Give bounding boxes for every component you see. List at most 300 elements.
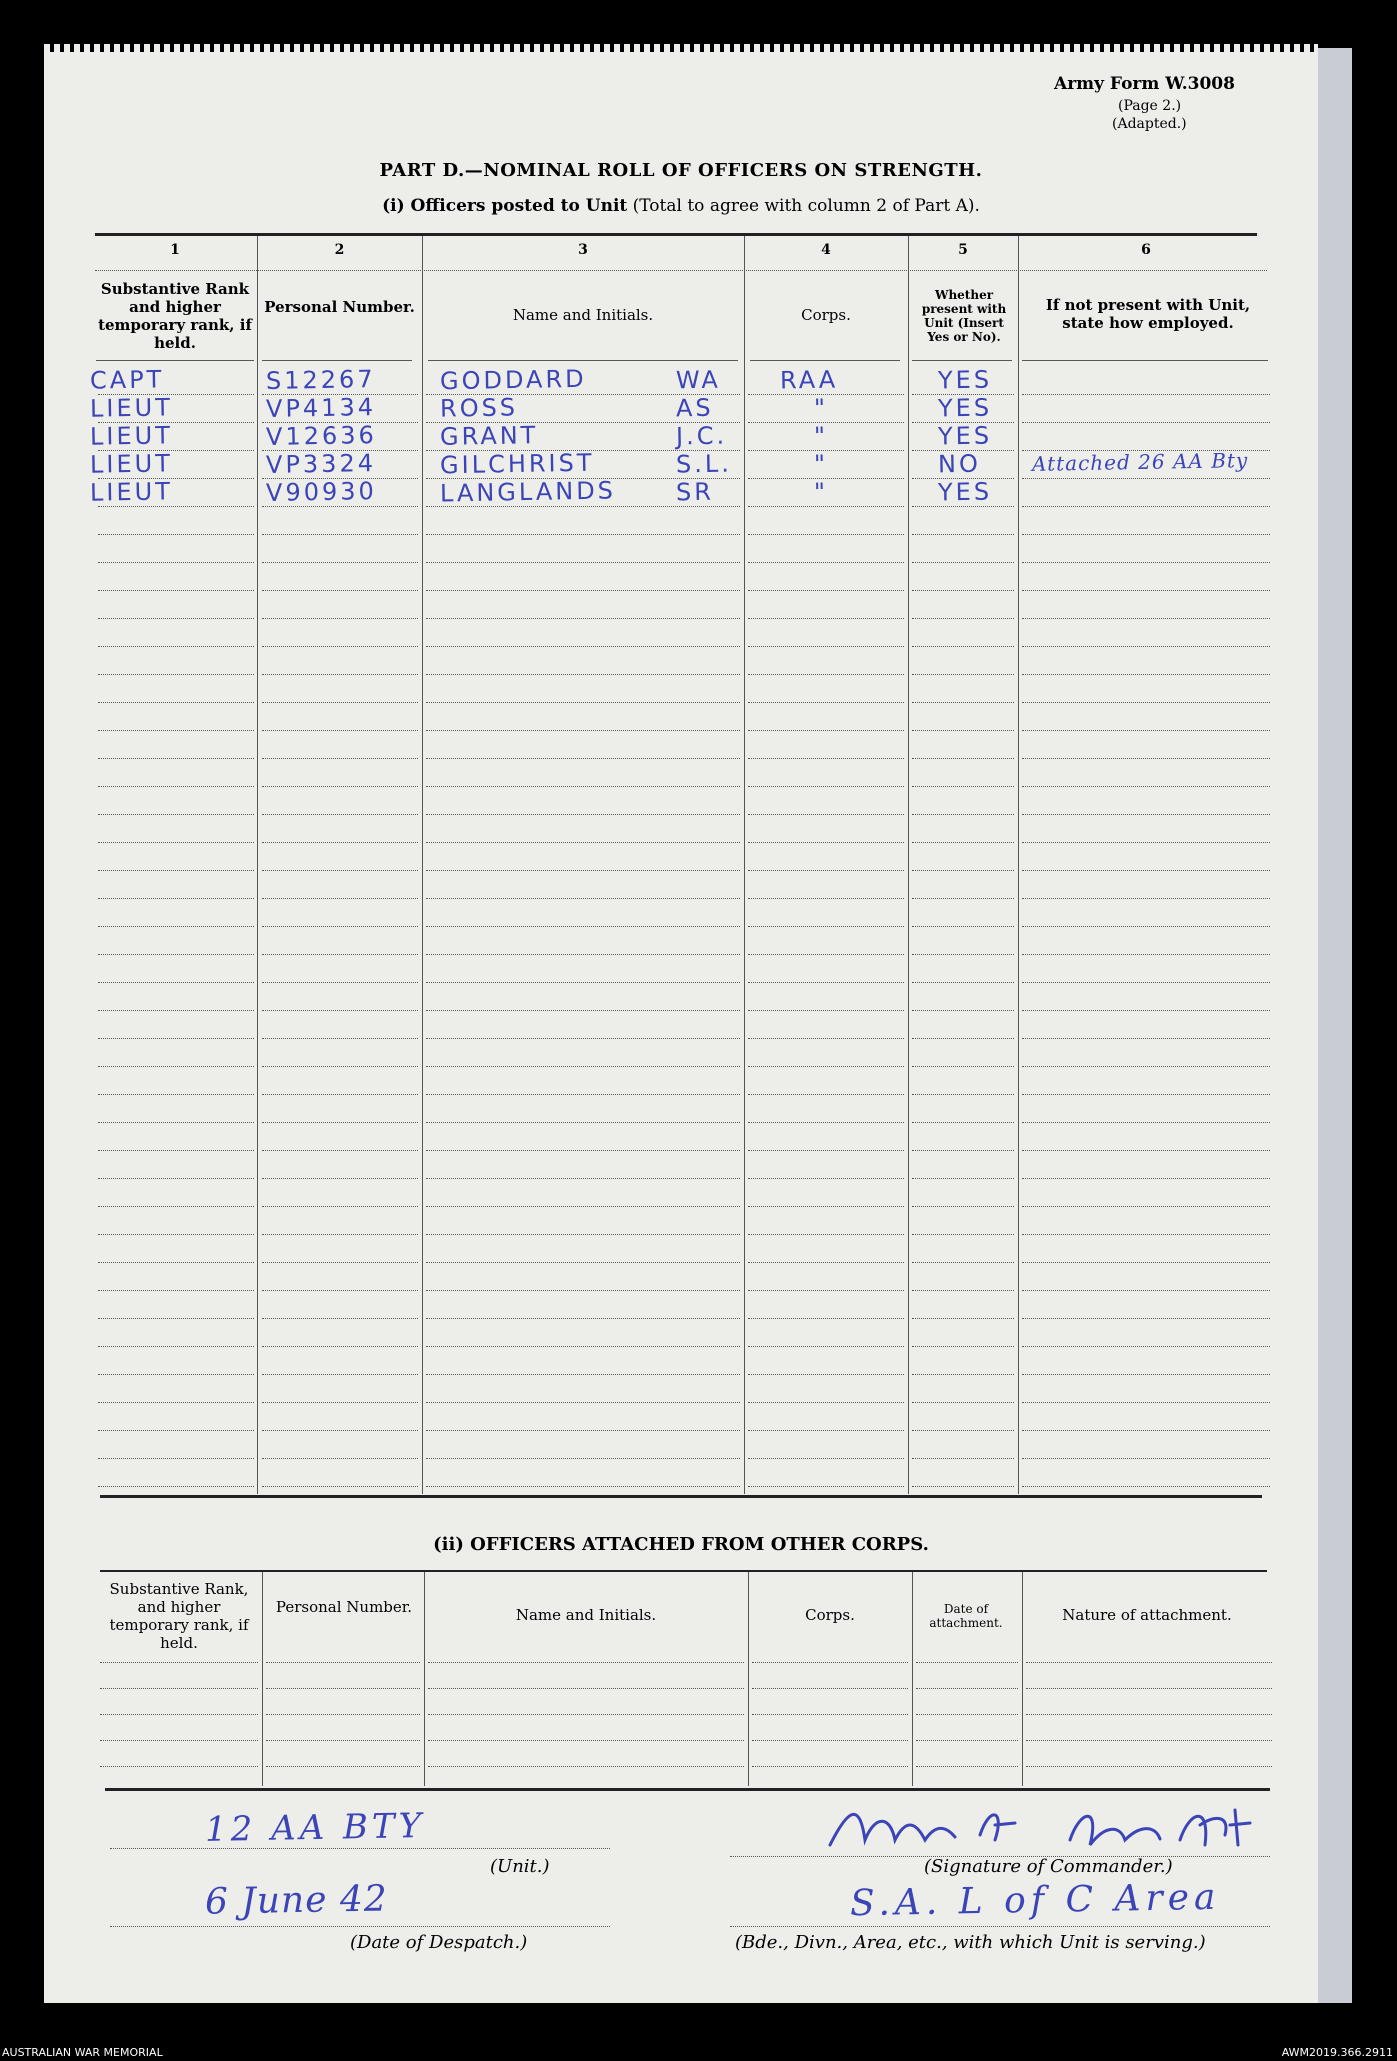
ruled-line <box>98 842 254 843</box>
ruled-line <box>912 1206 1014 1207</box>
ruled-line <box>1022 954 1270 955</box>
ruled-line <box>426 1010 740 1011</box>
ruled-line <box>426 1486 740 1487</box>
entry-rank: LIEUT <box>89 421 174 451</box>
ii-ruled-line <box>100 1766 258 1767</box>
ruled-line <box>262 786 418 787</box>
unit-value: 12 AA BTY <box>204 1806 426 1850</box>
ruled-line <box>426 1290 740 1291</box>
ruled-line <box>1022 926 1270 927</box>
ii-ruled-line <box>1026 1740 1272 1741</box>
ruled-line <box>262 1346 418 1347</box>
ruled-line <box>912 562 1014 563</box>
ruled-line <box>748 590 904 591</box>
ruled-line <box>748 506 904 507</box>
ii-ruled-line <box>752 1740 908 1741</box>
ruled-line <box>426 758 740 759</box>
ruled-line <box>262 534 418 535</box>
part-d-title: PART D.—NOMINAL ROLL OF OFFICERS ON STRENGTH. <box>379 160 983 181</box>
ruled-line <box>1022 1430 1270 1431</box>
colnum-separator <box>95 270 1267 271</box>
ruled-line <box>426 1066 740 1067</box>
date-line <box>110 1926 610 1927</box>
ruled-line <box>912 982 1014 983</box>
ii-ruled-line <box>916 1662 1018 1663</box>
col-number-5: 5 <box>958 242 968 258</box>
ruled-line <box>912 842 1014 843</box>
ruled-line <box>912 926 1014 927</box>
date-label: (Date of Despatch.) <box>350 1932 528 1953</box>
credit-right: AWM2019.366.2911 <box>1281 2046 1393 2059</box>
entry-present: YES <box>937 393 993 423</box>
ruled-line <box>98 1066 254 1067</box>
ruled-line <box>262 1374 418 1375</box>
area-label: (Bde., Divn., Area, etc., with which Unit is serving.) <box>735 1932 1206 1953</box>
header-underline-5 <box>912 360 1012 361</box>
header-corps: Corps. <box>801 306 851 324</box>
form-number: Army Form W.3008 <box>1054 74 1235 94</box>
ruled-line <box>912 1318 1014 1319</box>
entry-employed: Attached 26 AA Bty <box>1031 448 1249 476</box>
ii-ruled-line <box>916 1688 1018 1689</box>
ruled-line <box>1022 898 1270 899</box>
ruled-line <box>912 590 1014 591</box>
col-divider-4 <box>908 236 909 1494</box>
ii-ruled-line <box>100 1688 258 1689</box>
ruled-line <box>748 898 904 899</box>
ruled-line <box>426 1346 740 1347</box>
ruled-line <box>748 1010 904 1011</box>
col-divider-3 <box>744 236 745 1494</box>
ruled-line <box>748 1038 904 1039</box>
ruled-line <box>912 898 1014 899</box>
ruled-line <box>426 702 740 703</box>
col-divider-1 <box>257 236 258 1494</box>
ruled-line <box>1022 618 1270 619</box>
entry-name: GRANT <box>439 421 539 451</box>
header-present: Whether present with Unit (Insert Yes or No). <box>921 288 1007 344</box>
ruled-line <box>912 1486 1014 1487</box>
col-divider-5 <box>1018 236 1019 1494</box>
ii-ruled-line <box>266 1688 420 1689</box>
ruled-line <box>426 646 740 647</box>
ruled-line <box>98 1318 254 1319</box>
ruled-line <box>1022 534 1270 535</box>
ruled-line <box>1022 702 1270 703</box>
ruled-line <box>1022 1262 1270 1263</box>
ii-col-divider-1 <box>262 1572 263 1786</box>
ruled-line <box>912 814 1014 815</box>
ruled-line <box>98 1122 254 1123</box>
ruled-line <box>426 1122 740 1123</box>
ruled-line <box>748 618 904 619</box>
ruled-line <box>98 1234 254 1235</box>
ruled-line <box>1022 1038 1270 1039</box>
ruled-line <box>426 1234 740 1235</box>
ruled-line <box>748 926 904 927</box>
ruled-line <box>262 1402 418 1403</box>
ruled-line <box>912 674 1014 675</box>
ruled-line <box>262 982 418 983</box>
ruled-line <box>748 1262 904 1263</box>
entry-rank: CAPT <box>89 365 165 395</box>
ruled-line <box>98 954 254 955</box>
ruled-line <box>748 954 904 955</box>
ruled-line <box>912 618 1014 619</box>
ruled-line <box>912 1122 1014 1123</box>
header-underline-4 <box>750 360 900 361</box>
entry-rank: LIEUT <box>89 449 174 479</box>
ruled-line <box>98 702 254 703</box>
ruled-line <box>748 1374 904 1375</box>
col-number-3: 3 <box>578 242 588 258</box>
ruled-line <box>1022 870 1270 871</box>
ruled-line <box>426 534 740 535</box>
ruled-line <box>912 1402 1014 1403</box>
ii-ruled-line <box>752 1688 908 1689</box>
entry-number: V12636 <box>265 421 378 451</box>
ruled-line <box>912 870 1014 871</box>
ruled-line <box>912 730 1014 731</box>
entry-name: GILCHRIST <box>439 448 595 480</box>
ruled-line <box>1022 814 1270 815</box>
ruled-line <box>98 1038 254 1039</box>
ruled-line <box>1022 506 1270 507</box>
entry-initials: S.L. <box>675 449 733 479</box>
ruled-line <box>1022 1318 1270 1319</box>
ruled-line <box>912 1010 1014 1011</box>
ruled-line <box>262 926 418 927</box>
ruled-line <box>262 1066 418 1067</box>
entry-corps: RAA <box>779 365 839 395</box>
ii-ruled-line <box>752 1714 908 1715</box>
col-number-6: 6 <box>1141 242 1151 258</box>
ruled-line <box>426 1402 740 1403</box>
ruled-line <box>1022 422 1270 423</box>
table-top-rule <box>95 233 1257 236</box>
ruled-line <box>1022 1234 1270 1235</box>
unit-line <box>110 1848 610 1849</box>
ruled-line <box>262 562 418 563</box>
ruled-line <box>262 590 418 591</box>
ruled-line <box>1022 730 1270 731</box>
entry-name: GODDARD <box>439 364 587 396</box>
entry-corps: " <box>813 421 829 451</box>
ruled-line <box>426 842 740 843</box>
ruled-line <box>426 1458 740 1459</box>
ruled-line <box>98 926 254 927</box>
ruled-line <box>1022 1346 1270 1347</box>
entry-name: LANGLANDS <box>439 476 617 508</box>
ruled-line <box>98 618 254 619</box>
ii-ruled-line <box>1026 1766 1272 1767</box>
ruled-line <box>912 954 1014 955</box>
table-bottom-rule <box>100 1495 1262 1498</box>
form-page: (Page 2.) <box>1118 98 1182 114</box>
ii-ruled-line <box>266 1766 420 1767</box>
ruled-line <box>748 1094 904 1095</box>
ruled-line <box>1022 646 1270 647</box>
ruled-line <box>98 1458 254 1459</box>
ruled-line <box>262 870 418 871</box>
ruled-line <box>98 786 254 787</box>
ruled-line <box>98 1262 254 1263</box>
ruled-line <box>98 1346 254 1347</box>
ii-header-name: Name and Initials. <box>515 1606 657 1624</box>
ruled-line <box>1022 1206 1270 1207</box>
ruled-line <box>262 646 418 647</box>
ruled-line <box>748 1206 904 1207</box>
part-ii-title: (ii) OFFICERS ATTACHED FROM OTHER CORPS. <box>433 1534 929 1555</box>
ii-col-divider-3 <box>748 1572 749 1786</box>
part-d-subtitle <box>44 196 1318 216</box>
ruled-line <box>748 674 904 675</box>
ruled-line <box>426 786 740 787</box>
ruled-line <box>98 1402 254 1403</box>
part-ii-bottom-rule <box>105 1788 1270 1791</box>
ruled-line <box>262 1262 418 1263</box>
entry-number: VP3324 <box>265 449 377 479</box>
ruled-line <box>98 1094 254 1095</box>
ruled-line <box>912 506 1014 507</box>
ruled-line <box>426 590 740 591</box>
ruled-line <box>262 1150 418 1151</box>
ruled-line <box>748 534 904 535</box>
ruled-line <box>1022 758 1270 759</box>
ruled-line <box>748 730 904 731</box>
col-divider-2 <box>422 236 423 1494</box>
ruled-line <box>912 1374 1014 1375</box>
ii-ruled-line <box>428 1688 744 1689</box>
ruled-line <box>1022 786 1270 787</box>
entry-corps: " <box>813 477 829 507</box>
unit-label: (Unit.) <box>490 1856 550 1877</box>
ruled-line <box>98 1178 254 1179</box>
ruled-line <box>98 730 254 731</box>
ruled-line <box>1022 674 1270 675</box>
ruled-line <box>426 1430 740 1431</box>
credit-left: AUSTRALIAN WAR MEMORIAL <box>2 2046 163 2059</box>
ruled-line <box>912 534 1014 535</box>
ruled-line <box>262 814 418 815</box>
ruled-line <box>912 1178 1014 1179</box>
entry-number: S12267 <box>265 365 376 395</box>
ruled-line <box>262 1206 418 1207</box>
entry-corps: " <box>813 449 829 479</box>
ruled-line <box>98 814 254 815</box>
entry-present: YES <box>937 365 993 395</box>
ruled-line <box>748 1150 904 1151</box>
ruled-line <box>912 1290 1014 1291</box>
col-number-2: 2 <box>334 242 345 258</box>
entry-rank: LIEUT <box>89 393 174 423</box>
ii-ruled-line <box>1026 1714 1272 1715</box>
ruled-line <box>98 758 254 759</box>
ii-ruled-line <box>916 1740 1018 1741</box>
ruled-line <box>98 562 254 563</box>
ruled-line <box>262 1038 418 1039</box>
ruled-line <box>912 702 1014 703</box>
ruled-line <box>262 1094 418 1095</box>
ruled-line <box>1022 1150 1270 1151</box>
ruled-line <box>262 1290 418 1291</box>
ruled-line <box>748 1234 904 1235</box>
ruled-line <box>748 1458 904 1459</box>
ii-col-divider-4 <box>912 1572 913 1786</box>
ruled-line <box>98 646 254 647</box>
ruled-line <box>912 1038 1014 1039</box>
ruled-line <box>262 1122 418 1123</box>
header-underline-3 <box>428 360 738 361</box>
ruled-line <box>1022 1178 1270 1179</box>
ii-ruled-line <box>266 1714 420 1715</box>
entry-number: VP4134 <box>265 393 377 423</box>
ruled-line <box>426 1262 740 1263</box>
ii-header-nature: Nature of attachment. <box>1062 1606 1232 1624</box>
subtitle-bold: (i) Officers posted to Unit <box>382 196 628 216</box>
ruled-line <box>912 1346 1014 1347</box>
ruled-line <box>426 1094 740 1095</box>
ii-ruled-line <box>1026 1688 1272 1689</box>
form-adapted: (Adapted.) <box>1112 116 1187 132</box>
ii-ruled-line <box>752 1766 908 1767</box>
paper-edge <box>1318 48 1352 2003</box>
entry-initials: WA <box>675 365 722 395</box>
entry-present: YES <box>937 421 993 451</box>
ruled-line <box>912 786 1014 787</box>
ruled-line <box>912 1094 1014 1095</box>
ruled-line <box>262 1430 418 1431</box>
ruled-line <box>912 646 1014 647</box>
ruled-line <box>426 870 740 871</box>
perforated-edge <box>44 44 1318 52</box>
header-underline-1 <box>96 360 254 361</box>
ruled-line <box>426 898 740 899</box>
ruled-line <box>748 982 904 983</box>
ruled-line <box>98 590 254 591</box>
ruled-line <box>912 1430 1014 1431</box>
ii-col-divider-2 <box>424 1572 425 1786</box>
ruled-line <box>748 1122 904 1123</box>
ii-ruled-line <box>428 1662 744 1663</box>
ruled-line <box>262 954 418 955</box>
ii-header-date: Date of attachment. <box>929 1602 1003 1630</box>
ruled-line <box>1022 1122 1270 1123</box>
ruled-line <box>98 1374 254 1375</box>
ii-ruled-line <box>100 1714 258 1715</box>
ruled-line <box>748 562 904 563</box>
ruled-line <box>262 758 418 759</box>
ruled-line <box>1022 1402 1270 1403</box>
ii-ruled-line <box>916 1714 1018 1715</box>
ruled-line <box>98 534 254 535</box>
ruled-line <box>426 618 740 619</box>
ruled-line <box>426 1150 740 1151</box>
ruled-line <box>426 1178 740 1179</box>
ruled-line <box>748 1430 904 1431</box>
ruled-line <box>426 1374 740 1375</box>
ruled-line <box>748 1402 904 1403</box>
ruled-line <box>748 786 904 787</box>
ruled-line <box>262 702 418 703</box>
ruled-line <box>912 758 1014 759</box>
signature-label: (Signature of Commander.) <box>924 1856 1173 1877</box>
entry-present: NO <box>937 449 982 479</box>
entry-number: V90930 <box>265 477 378 507</box>
ruled-line <box>748 842 904 843</box>
ruled-line <box>748 758 904 759</box>
ruled-line <box>748 1486 904 1487</box>
entry-present: YES <box>937 477 993 507</box>
ii-header-corps: Corps. <box>805 1606 855 1624</box>
ruled-line <box>1022 562 1270 563</box>
commander-signature <box>820 1795 1280 1865</box>
ruled-line <box>262 1458 418 1459</box>
ruled-line <box>748 870 904 871</box>
ruled-line <box>1022 1010 1270 1011</box>
ruled-line <box>98 1010 254 1011</box>
ruled-line <box>98 1430 254 1431</box>
ruled-line <box>1022 1458 1270 1459</box>
ruled-line <box>426 674 740 675</box>
header-name: Name and Initials. <box>512 306 654 324</box>
ruled-line <box>426 562 740 563</box>
col-number-1: 1 <box>170 242 180 258</box>
ii-col-divider-5 <box>1022 1572 1023 1786</box>
ruled-line <box>1022 394 1270 395</box>
ruled-line <box>912 1234 1014 1235</box>
ruled-line <box>98 898 254 899</box>
ii-ruled-line <box>752 1662 908 1663</box>
ruled-line <box>748 1318 904 1319</box>
header-employed: If not present with Unit, state how employed. <box>1045 296 1251 332</box>
ruled-line <box>262 730 418 731</box>
ii-ruled-line <box>100 1662 258 1663</box>
ruled-line <box>98 870 254 871</box>
ii-ruled-line <box>428 1766 744 1767</box>
ruled-line <box>262 1234 418 1235</box>
area-value: S.A. L of C Area <box>849 1876 1221 1925</box>
ii-ruled-line <box>428 1740 744 1741</box>
ruled-line <box>1022 842 1270 843</box>
ruled-line <box>426 954 740 955</box>
ruled-line <box>1022 982 1270 983</box>
header-personal-number: Personal Number. <box>264 298 415 316</box>
ruled-line <box>98 1206 254 1207</box>
ii-header-personal-number: Personal Number. <box>275 1598 413 1616</box>
ruled-line <box>98 674 254 675</box>
ii-ruled-line <box>100 1740 258 1741</box>
ii-header-rank: Substantive Rank, and higher temporary rank, if held. <box>109 1580 249 1652</box>
ruled-line <box>262 842 418 843</box>
ruled-line <box>426 1038 740 1039</box>
header-underline-6 <box>1022 360 1268 361</box>
header-rank: Substantive Rank and higher temporary rank, if held. <box>98 280 252 352</box>
entry-initials: AS <box>675 393 714 423</box>
entry-rank: LIEUT <box>89 477 174 507</box>
header-underline-2 <box>262 360 412 361</box>
ruled-line <box>98 1290 254 1291</box>
ii-ruled-line <box>916 1766 1018 1767</box>
ruled-line <box>262 898 418 899</box>
entry-initials: SR <box>675 477 715 507</box>
date-value: 6 June 42 <box>204 1878 389 1923</box>
ruled-line <box>426 1206 740 1207</box>
area-line <box>730 1926 1270 1927</box>
ruled-line <box>426 814 740 815</box>
entry-initials: J.C. <box>675 421 728 451</box>
ruled-line <box>262 674 418 675</box>
